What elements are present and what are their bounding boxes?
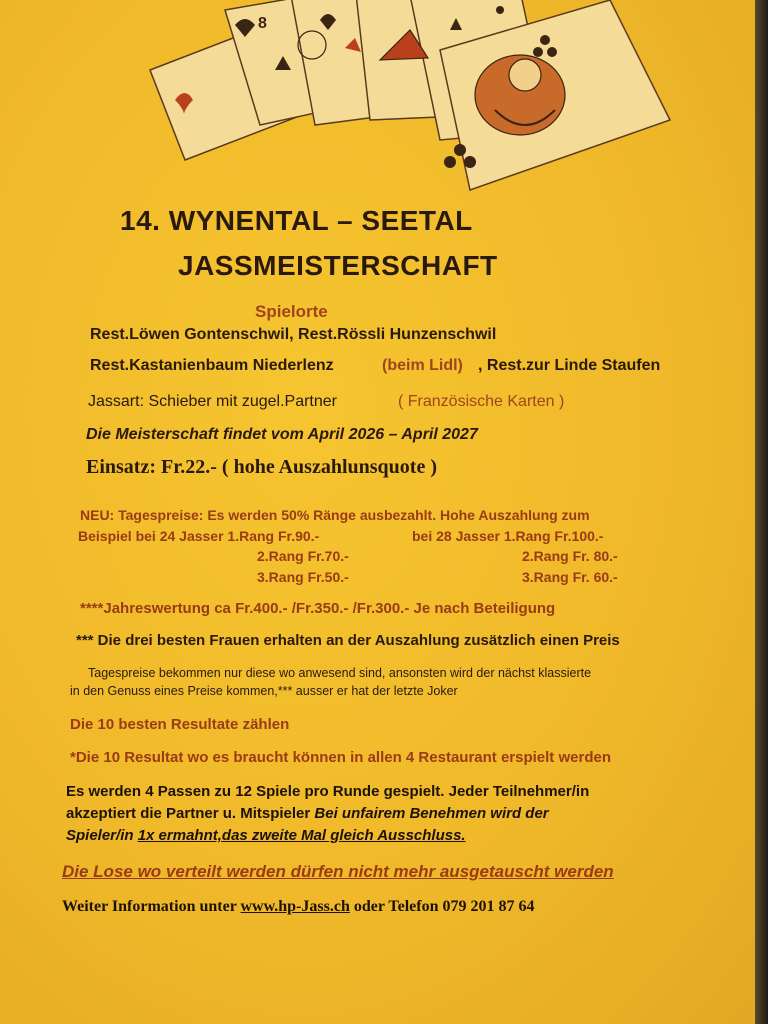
example-24-rank-2: 2.Rang Fr.70.- [257, 548, 349, 564]
besten-resultate: Die 10 besten Resultate zählen [70, 716, 290, 733]
location-kastanienbaum: Rest.Kastanienbaum Niederlenz [90, 357, 334, 374]
club-mark-3 [454, 144, 466, 156]
tagespreise-intro: NEU: Tagespreise: Es werden 50% Ränge ausbezahlt. Hohe Auszahlung zum [80, 507, 590, 523]
example-24-rank-1: Beispiel bei 24 Jasser 1.Rang Fr.90.- [78, 528, 320, 544]
meisterschaft-dates: Die Meisterschaft findet vom April 2026 – April 2027 [86, 426, 478, 443]
resultat-note: *Die 10 Resultat wo es braucht können in allen 4 Restaurant erspielt werden [70, 749, 611, 766]
frauen-preis: *** Die drei besten Frauen erhalten an der Auszahlung zusätzlich einen Preis [76, 632, 620, 649]
einsatz: Einsatz: Fr.22.- ( hohe Auszahlunsquote ) [86, 456, 437, 478]
example-28-rank-3: 3.Rang Fr. 60.- [522, 569, 618, 585]
club-top [496, 6, 504, 14]
jassart-label: Jassart: Schieber mit zugel.Partner [88, 393, 337, 410]
title-line-2: JASSMEISTERSCHAFT [178, 250, 498, 281]
club-mark-2 [540, 35, 550, 45]
contact-prefix: Weiter Information unter [62, 898, 241, 915]
background-edge [755, 0, 768, 1024]
playing-cards-illustration [140, 0, 680, 200]
example-28-rank-2: 2.Rang Fr. 80.- [522, 548, 618, 564]
title-line-1: 14. WYNENTAL – SEETAL [120, 205, 473, 236]
location-linde: , Rest.zur Linde Staufen [478, 357, 661, 374]
passen-line-3-b: 1x ermahnt,das zweite Mal gleich Ausschluss. [137, 827, 466, 844]
passen-line-3-a: Spieler/in [66, 827, 138, 844]
spielorte-heading: Spielorte [255, 302, 328, 321]
location-note-lidl: (beim Lidl) [382, 357, 463, 374]
jassart-note: ( Französische Karten ) [398, 393, 565, 410]
tagespreise-note-1: Tagespreise bekommen nur diese wo anwesend sind, ansonsten wird der nächst klassierte [88, 666, 592, 680]
contact-phone: oder Telefon 079 201 87 64 [349, 898, 535, 915]
lose-note: Die Lose wo verteilt werden dürfen nicht mehr ausgetauscht werden [62, 862, 614, 881]
jahreswertung: ****Jahreswertung ca Fr.400.- /Fr.350.- /Fr.300.- Je nach Beteiligung [80, 600, 556, 617]
example-24-rank-3: 3.Rang Fr.50.- [257, 569, 349, 585]
passen-line-3 [66, 827, 466, 844]
website-link[interactable]: www.hp-Jass.ch [240, 898, 350, 915]
passen-line-2-b: Bei unfairem Benehmen wird der [314, 805, 549, 822]
passen-line-1: Es werden 4 Passen zu 12 Spiele pro Runde gespielt. Jeder Teilnehmer/in [66, 783, 590, 800]
contact-info [62, 898, 534, 916]
tagespreise-note-2: in den Genuss eines Preise kommen,*** ausser er hat der letzte Joker [70, 684, 458, 698]
example-28-rank-1: bei 28 Jasser 1.Rang Fr.100.- [412, 528, 604, 544]
locations-line-1: Rest.Löwen Gontenschwil, Rest.Rössli Hunzenschwil [90, 326, 497, 343]
passen-line-2-a: akzeptiert die Partner u. Mitspieler [66, 805, 315, 822]
card-number: 8 [258, 15, 267, 32]
passen-line-2 [66, 805, 549, 822]
